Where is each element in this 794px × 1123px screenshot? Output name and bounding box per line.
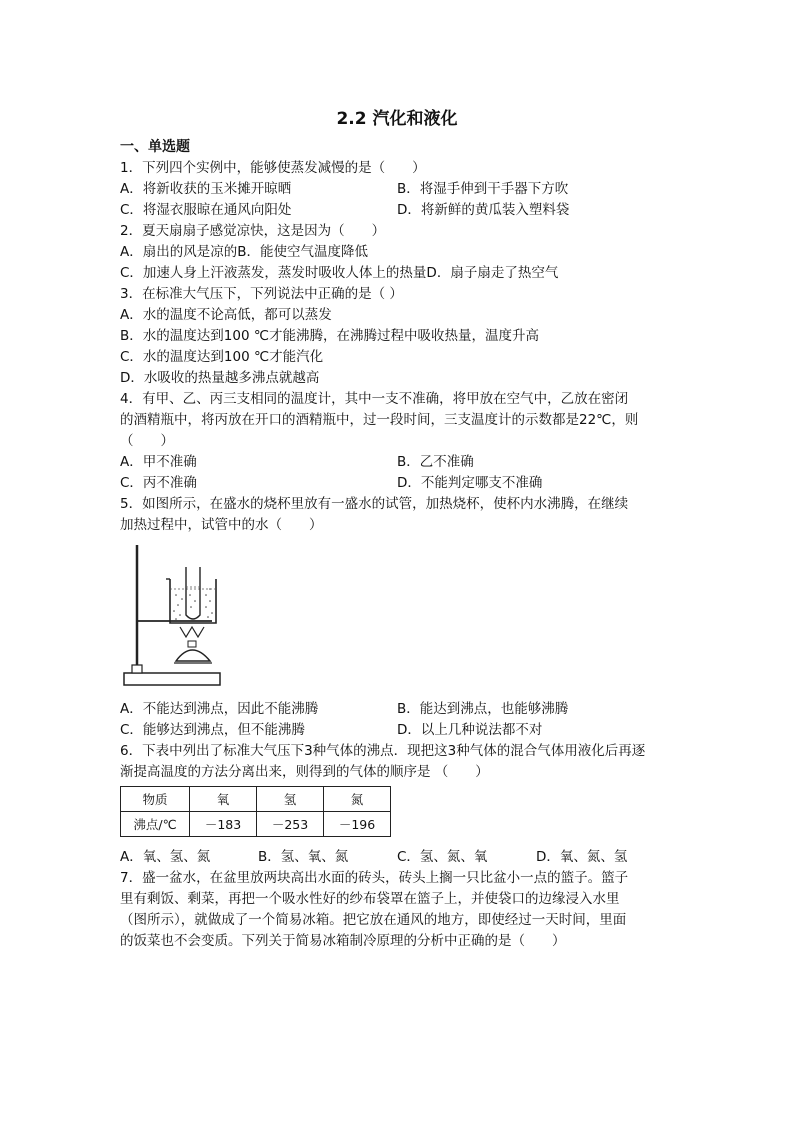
beaker: [170, 579, 216, 623]
q1-stem: 1．下列四个实例中，能够使蒸发减慢的是（ ）: [120, 160, 426, 176]
q7-stem-line-1: 7．盛一盆水，在盆里放两块高出水面的砖头，砖头上搁一只比盆小一点的篮子。篮子: [120, 870, 629, 886]
beaker-water: [173, 588, 213, 620]
q5-option-b: B．能达到沸点，也能够沸腾: [397, 701, 569, 717]
section-heading: 一、单选题: [120, 139, 190, 155]
q2-options-cd: C．加速人身上汗液蒸发，蒸发时吸收人体上的热量D．扇子扇走了热空气: [120, 265, 559, 281]
q2-options-ab: A．扇出的风是凉的B．能使空气温度降低: [120, 244, 368, 260]
q3-stem: 3．在标准大气压下，下列说法中正确的是（ ）: [120, 286, 403, 302]
q6-option-a: A．氧、氢、氮: [120, 849, 211, 865]
q6-option-b: B．氢、氧、氮: [258, 849, 349, 865]
q4-option-a: A．甲不准确: [120, 454, 197, 470]
alcohol-lamp: [176, 650, 210, 661]
q2-stem: 2．夏天扇扇子感觉凉快，这是因为（ ）: [120, 223, 386, 239]
table-cell: 氧: [190, 787, 257, 812]
heating-apparatus-figure: [122, 543, 222, 691]
q6-stem-line-1: 6．下表中列出了标准大气压下3种气体的沸点．现把这3种气体的混合气体用液化后再逐: [120, 743, 646, 759]
table-cell: －253: [257, 812, 324, 837]
q5-option-a: A．不能达到沸点，因此不能沸腾: [120, 701, 319, 717]
q6-stem-line-2: 渐提高温度的方法分离出来，则得到的气体的顺序是 （ ）: [120, 764, 489, 780]
rod-foot: [132, 665, 142, 673]
q4-option-c: C．丙不准确: [120, 475, 197, 491]
flame: [180, 627, 204, 637]
q3-option-c: C．水的温度达到100 ℃才能汽化: [120, 349, 324, 365]
q5-stem-line-1: 5．如图所示，在盛水的烧杯里放有一盛水的试管，加热烧杯，使杯内水沸腾，在继续: [120, 496, 629, 512]
stand-base: [124, 673, 220, 685]
table-cell: 沸点/℃: [121, 812, 190, 837]
q4-stem-line-1: 4．有甲、乙、丙三支相同的温度计，其中一支不准确，将甲放在空气中，乙放在密闭: [120, 391, 629, 407]
q6-option-c: C．氢、氮、氧: [397, 849, 488, 865]
q7-stem-line-3: （图所示），就做成了一个简易冰箱。把它放在通风的地方，即使经过一天时间，里面: [120, 912, 627, 928]
q5-option-c: C．能够达到沸点，但不能沸腾: [120, 722, 305, 738]
q6-option-d: D．氧、氮、氢: [536, 849, 628, 865]
table-row: [121, 812, 391, 837]
q5-option-d: D．以上几种说法都不对: [397, 722, 543, 738]
q3-option-d: D．水吸收的热量越多沸点就越高: [120, 370, 320, 386]
q7-stem-line-2: 里有剩饭、剩菜，再把一个吸水性好的纱布袋罩在篮子上，并使袋口的边缘浸入水里: [120, 891, 620, 907]
q5-stem-line-2: 加热过程中，试管中的水（ ）: [120, 517, 323, 533]
q7-stem-line-4: 的饭菜也不会变质。下列关于简易冰箱制冷原理的分析中正确的是（ ）: [120, 933, 566, 949]
q1-option-b: B．将湿手伸到干手器下方吹: [397, 181, 569, 197]
q4-option-d: D．不能判定哪支不准确: [397, 475, 543, 491]
table-cell: 氮: [324, 787, 391, 812]
test-tube: [186, 567, 200, 619]
table-cell: －196: [324, 812, 391, 837]
q4-stem-line-2: 的酒精瓶中，将丙放在开口的酒精瓶中，过一段时间，三支温度计的示数都是22℃，则: [120, 412, 639, 428]
q1-option-a: A．将新收获的玉米摊开晾晒: [120, 181, 292, 197]
table-cell: －183: [190, 812, 257, 837]
q3-option-a: A．水的温度不论高低，都可以蒸发: [120, 307, 332, 323]
table-cell: 氢: [257, 787, 324, 812]
q4-stem-line-3: （ ）: [120, 433, 174, 449]
q4-option-b: B．乙不准确: [397, 454, 474, 470]
boiling-point-table: [120, 786, 391, 837]
q1-option-c: C．将湿衣服晾在通风向阳处: [120, 202, 292, 218]
q1-option-d: D．将新鲜的黄瓜装入塑料袋: [397, 202, 570, 218]
table-header-row: [121, 787, 391, 812]
table-cell: 物质: [121, 787, 190, 812]
q3-option-b: B．水的温度达到100 ℃才能沸腾，在沸腾过程中吸收热量，温度升高: [120, 328, 539, 344]
page-title: 2.2 汽化和液化: [336, 109, 458, 129]
